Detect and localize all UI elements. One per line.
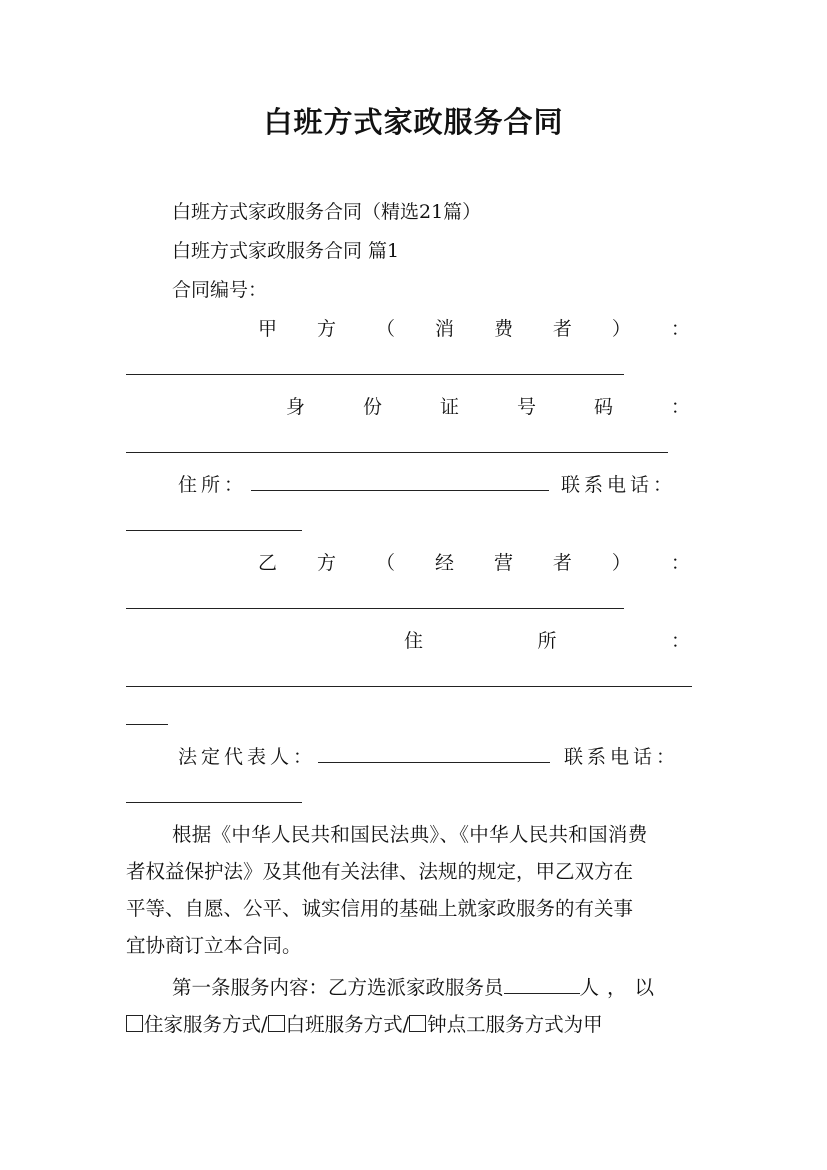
party-b-address-blank-cont[interactable] — [126, 724, 168, 725]
party-b-phone-blank[interactable] — [126, 802, 302, 803]
id-number-label — [286, 394, 690, 420]
staff-count-blank[interactable] — [504, 975, 580, 994]
checkbox-live-in[interactable] — [126, 1015, 143, 1032]
party-a-char: ： — [670, 318, 690, 340]
party-a-char: （ — [375, 318, 395, 340]
party-b-char: 者 — [552, 552, 572, 574]
para-line: 根据《中华人民共和国民法典》、《中华人民共和国消费 — [172, 823, 648, 846]
party-a-char: 者 — [552, 318, 572, 340]
party-b-char: 营 — [493, 552, 513, 574]
id-char: ： — [670, 396, 690, 418]
contract-number-label: 合同编号： — [172, 279, 268, 301]
para-line: 宜协商订立本合同。 — [126, 934, 302, 957]
party-b-address-label — [404, 628, 690, 654]
address-blank[interactable] — [251, 472, 549, 491]
party-a-address-row — [178, 472, 698, 498]
id-char: 证 — [439, 396, 459, 418]
party-b-char: 经 — [434, 552, 454, 574]
party-b-blank[interactable] — [126, 608, 624, 609]
party-b-char: ） — [611, 552, 631, 574]
checkbox-hourly[interactable] — [409, 1015, 426, 1032]
phone-label-2: 联系电话： — [564, 746, 680, 768]
party-b-address-char: ： — [670, 630, 690, 652]
party-b-label — [258, 550, 690, 576]
party-a-char: 消 — [434, 318, 454, 340]
preamble-paragraph — [126, 816, 702, 964]
article-1 — [126, 969, 702, 1043]
party-b-char: ： — [670, 552, 690, 574]
party-b-char: （ — [375, 552, 395, 574]
party-b-address-blank[interactable] — [126, 686, 692, 687]
id-char: 号 — [516, 396, 536, 418]
party-a-blank[interactable] — [126, 374, 624, 375]
document-subtitle: 白班方式家政服务合同（精选21篇） — [172, 201, 482, 223]
article-1-line-2: 住家服务方式/ 白班服务方式/ 钟点工服务方式为甲 — [126, 1006, 702, 1043]
party-a-char: 甲 — [258, 318, 278, 340]
phone-label: 联系电话： — [561, 474, 677, 496]
section-title: 白班方式家政服务合同 篇1 — [172, 240, 400, 262]
party-b-address-char: 所 — [537, 630, 557, 652]
party-a-label — [258, 316, 690, 342]
id-char: 身 — [286, 396, 306, 418]
party-b-char: 乙 — [258, 552, 278, 574]
checkbox-day-shift[interactable] — [268, 1015, 285, 1032]
para-line: 者权益保护法》及其他有关法律、法规的规定，甲乙双方在 — [126, 860, 634, 883]
party-b-char: 方 — [316, 552, 336, 574]
party-a-char: ） — [611, 318, 631, 340]
party-a-char: 方 — [316, 318, 336, 340]
id-char: 码 — [593, 396, 613, 418]
legal-rep-blank[interactable] — [318, 744, 550, 763]
legal-rep-row — [178, 744, 698, 770]
id-char: 份 — [362, 396, 382, 418]
party-a-char: 费 — [493, 318, 513, 340]
id-number-blank[interactable] — [126, 452, 668, 453]
party-b-address-char: 住 — [404, 630, 424, 652]
para-line: 平等、自愿、公平、诚实信用的基础上就家政服务的有关事 — [126, 897, 634, 920]
document-title: 白班方式家政服务合同 — [263, 105, 564, 139]
address-label: 住所： — [178, 474, 248, 496]
article-1-line-1: 第一条服务内容：乙方选派家政服务员 人，以 — [172, 976, 663, 999]
legal-rep-label: 法定代表人： — [178, 746, 317, 768]
party-a-phone-blank[interactable] — [126, 530, 302, 531]
